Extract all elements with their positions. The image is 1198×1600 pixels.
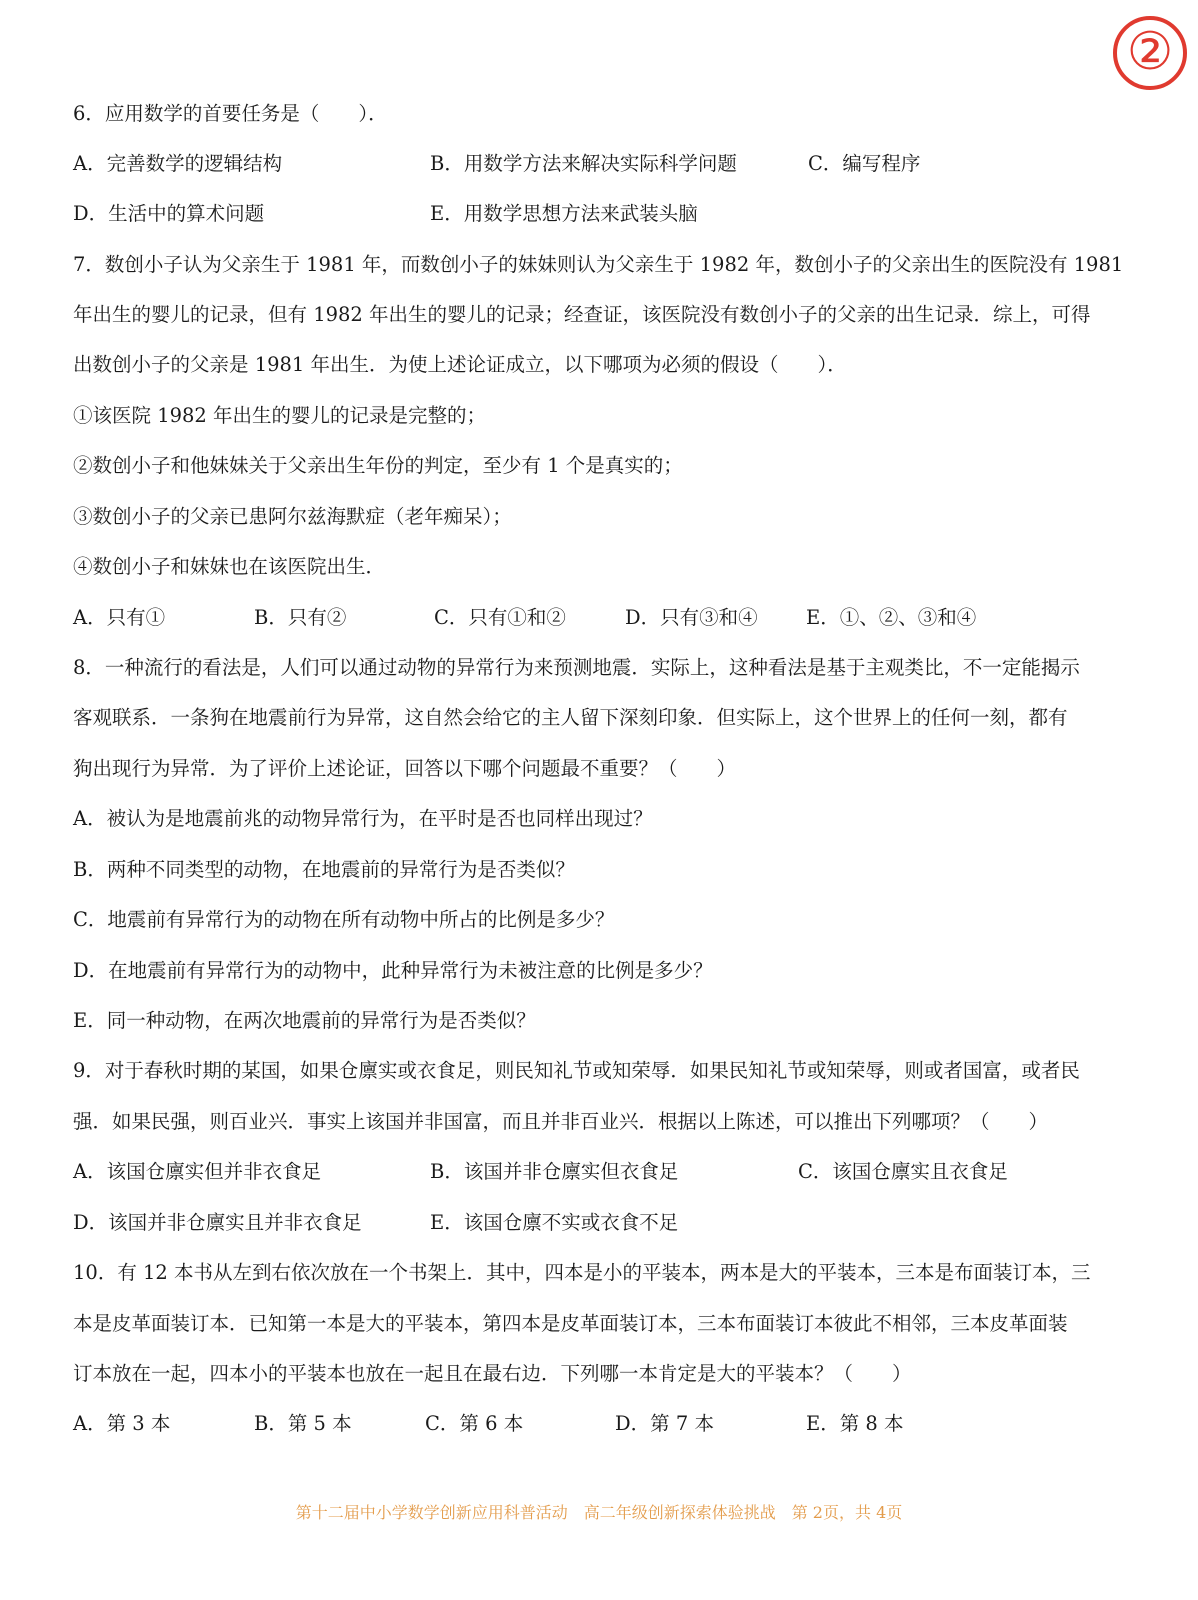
- q9-option-a: A．该国仓廪实但并非衣食足: [73, 1160, 322, 1183]
- q8-option-c: C．地震前有异常行为的动物在所有动物中所占的比例是多少？: [73, 908, 615, 931]
- q7-option-b: B．只有②: [254, 606, 347, 629]
- q8-line-2: 客观联系．一条狗在地震前行为异常，这自然会给它的主人留下深刻印象．但实际上，这个世界上的任何一刻，都有: [73, 706, 1068, 729]
- q9-option-d: D．该国并非仓廪实且并非衣食足: [73, 1211, 362, 1234]
- q8-line-3: 狗出现行为异常．为了评价上述论证，回答以下哪个问题最不重要？（ ）: [73, 757, 737, 780]
- q10-line-2: 本是皮革面装订本．已知第一本是大的平装本，第四本是皮革面装订本，三本布面装订本彼此不相邻，三本皮革面装: [73, 1312, 1068, 1335]
- q9-line-1: 9．对于春秋时期的某国，如果仓廪实或衣食足，则民知礼节或知荣辱．如果民知礼节或知荣辱，则或者国富，或者民: [73, 1059, 1080, 1082]
- q8-option-d: D．在地震前有异常行为的动物中，此种异常行为未被注意的比例是多少？: [73, 959, 713, 982]
- q6-option-e: E．用数学思想方法来武装头脑: [430, 202, 698, 225]
- q10-option-a: A．第 3 本: [73, 1412, 171, 1435]
- q8-line-1: 8．一种流行的看法是，人们可以通过动物的异常行为来预测地震．实际上，这种看法是基于主观类比，不一定能揭示: [73, 656, 1080, 679]
- q7-line-3: 出数创小子的父亲是 1981 年出生．为使上述论证成立，以下哪项为必须的假设（ ）．: [73, 353, 847, 376]
- q10-option-e: E．第 8 本: [806, 1412, 904, 1435]
- q7-option-e: E．①、②、③和④: [806, 606, 977, 629]
- q7-line-1: 7．数创小子认为父亲生于 1981 年，而数创小子的妹妹则认为父亲生于 1982 年，数创小子的父亲出生的医院没有 1981: [73, 253, 1124, 276]
- page-number-mark: ②: [1113, 16, 1187, 90]
- q10-option-d: D．第 7 本: [615, 1412, 714, 1435]
- q8-option-b: B．两种不同类型的动物，在地震前的异常行为是否类似？: [73, 858, 575, 881]
- q10-line-1: 10．有 12 本书从左到右依次放在一个书架上．其中，四本是小的平装本，两本是大的平装本，三本是布面装订本，三: [73, 1261, 1091, 1284]
- q7-option-c: C．只有①和②: [434, 606, 566, 629]
- q7-line-2: 年出生的婴儿的记录，但有 1982 年出生的婴儿的记录；经查证，该医院没有数创小子的父亲的出生记录．综上，可得: [73, 303, 1091, 326]
- q7-statement-1: ①该医院 1982 年出生的婴儿的记录是完整的；: [73, 404, 487, 427]
- q9-option-e: E．该国仓廪不实或衣食不足: [430, 1211, 679, 1234]
- q6-option-b: B．用数学方法来解决实际科学问题: [430, 152, 737, 175]
- q7-statement-2: ②数创小子和他妹妹关于父亲出生年份的判定，至少有 1 个是真实的；: [73, 454, 683, 477]
- q10-option-c: C．第 6 本: [425, 1412, 524, 1435]
- q6-option-d: D．生活中的算术问题: [73, 202, 265, 225]
- q6-stem: 6．应用数学的首要任务是（ ）．: [73, 102, 388, 125]
- q10-option-b: B．第 5 本: [254, 1412, 352, 1435]
- q7-statement-4: ④数创小子和妹妹也在该医院出生．: [73, 555, 386, 578]
- q6-option-c: C．编写程序: [808, 152, 921, 175]
- q9-option-c: C．该国仓廪实且衣食足: [798, 1160, 1008, 1183]
- q8-option-e: E．同一种动物，在两次地震前的异常行为是否类似？: [73, 1009, 536, 1032]
- q10-line-3: 订本放在一起，四本小的平装本也放在一起且在最右边．下列哪一本肯定是大的平装本？（ ）: [73, 1362, 912, 1385]
- page-footer: 第十二届中小学数学创新应用科普活动 高二年级创新探索体验挑战 第 2页，共 4页: [295, 1503, 903, 1522]
- q7-statement-3: ③数创小子的父亲已患阿尔兹海默症（老年痴呆）；: [73, 505, 512, 528]
- q7-option-d: D．只有③和④: [625, 606, 758, 629]
- q7-option-a: A．只有①: [73, 606, 166, 629]
- q8-option-a: A．被认为是地震前兆的动物异常行为，在平时是否也同样出现过？: [73, 807, 653, 830]
- q9-line-2: 强．如果民强，则百业兴．事实上该国并非国富，而且并非百业兴．根据以上陈述，可以推出下列哪项？（ ）: [73, 1110, 1049, 1133]
- q9-option-b: B．该国并非仓廪实但衣食足: [430, 1160, 679, 1183]
- q6-option-a: A．完善数学的逻辑结构: [73, 152, 283, 175]
